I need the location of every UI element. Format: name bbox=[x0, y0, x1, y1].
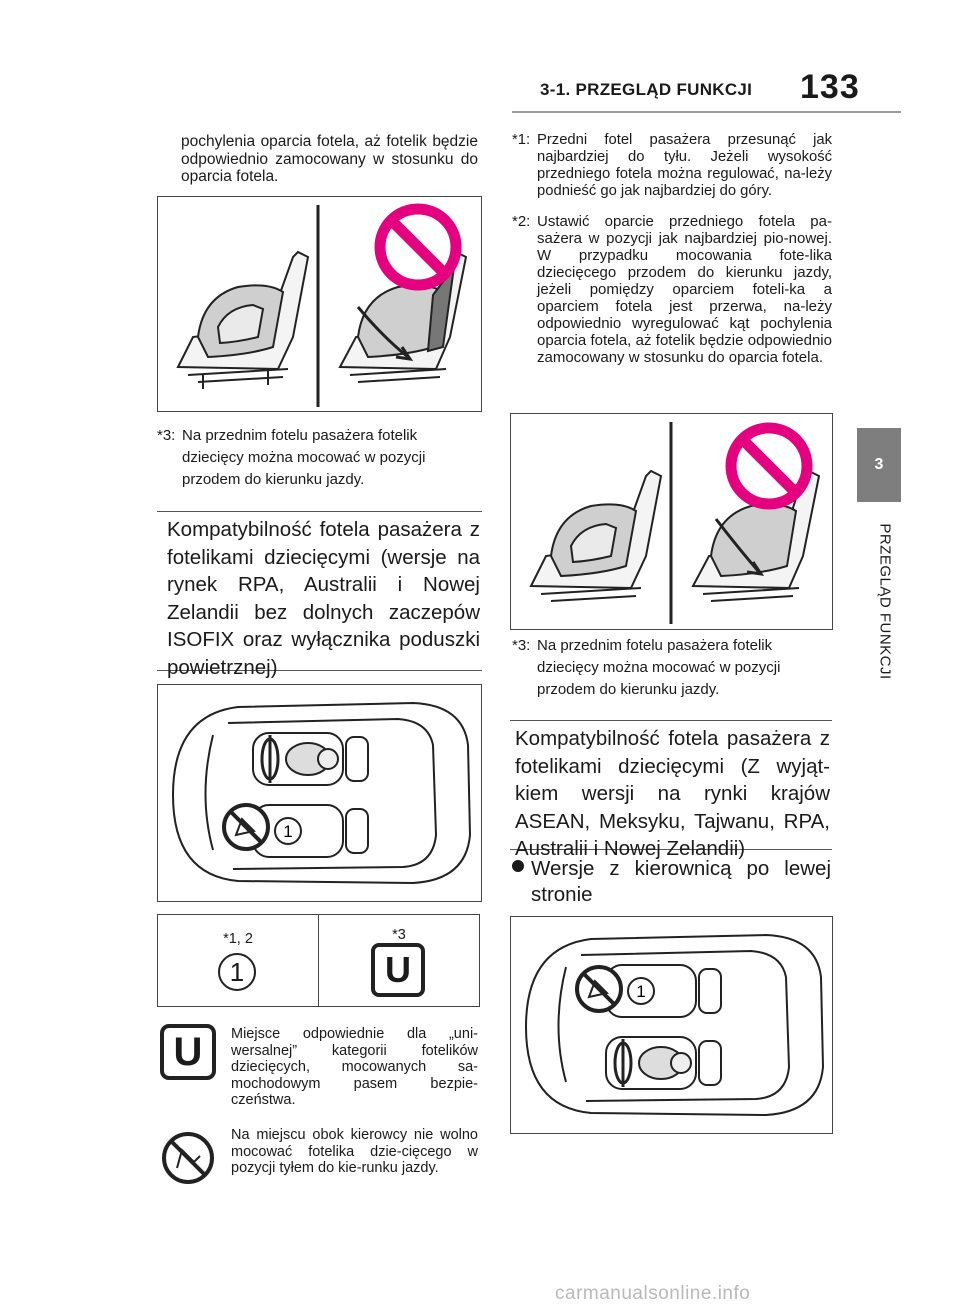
seat-figure-right bbox=[510, 413, 833, 630]
no-rear-facing-seat-icon bbox=[160, 1130, 216, 1186]
chapter-side-label: PRZEGLĄD FUNKCJI bbox=[876, 523, 894, 680]
seat-legend-table bbox=[157, 914, 480, 1007]
header-rule bbox=[512, 111, 901, 113]
universal-icon: U bbox=[160, 1024, 216, 1080]
prohibit-icon bbox=[731, 428, 807, 504]
watermark: carmanualsonline.info bbox=[555, 1283, 751, 1304]
right-compat-heading: Kompatybilność fotela pasażera z fotelikami dziecięcymi (Z wyjąt-kiem wersji na rynki krajów ASEAN, Meksyku, Tajwanu, RPA, Australii i Nowej Zelandii) bbox=[510, 720, 832, 850]
seat-number: 1 bbox=[283, 822, 293, 841]
left-compat-heading: Kompatybilność fotela pasażera z fotelikami dziecięcymi (wersje na rynek RPA, Australii i Nowej Zelandii bez dolnych zaczepów ISOFIX oraz wyłącznika poduszki powietrznej) bbox=[157, 511, 482, 671]
intro-text: pochylenia oparcia fotela, aż fotelik będzie odpowiednio zamocowany w stosunku do oparcia fotela. bbox=[181, 133, 478, 186]
seat-illustration bbox=[158, 197, 481, 411]
page-number: 133 bbox=[800, 68, 860, 106]
universal-description: Miejsce odpowiednie dla „uni-wersalnej” kategorii fotelików dziecięcych, mocowanych sa-mochodowym pasem bezpie-czeństwa. bbox=[231, 1026, 478, 1108]
bullet-dot bbox=[512, 860, 524, 872]
chapter-tab[interactable]: 3 bbox=[857, 428, 901, 502]
legend-col-2-mark: *3 bbox=[392, 927, 406, 943]
right-note-3: *3: Na przednim fotelu pasażera fotelik dziecięcy można mocować w pozycji przodem do kierunku jazdy. bbox=[512, 637, 781, 698]
seat-number: 1 bbox=[636, 982, 646, 1001]
car-figure-right bbox=[510, 916, 833, 1134]
legend-col-1-mark: *1, 2 bbox=[223, 931, 253, 947]
car-figure-left bbox=[157, 684, 482, 902]
prohibit-icon bbox=[380, 209, 456, 285]
legend-col-2-value: U bbox=[371, 943, 425, 997]
no-rear-facing-icon bbox=[577, 967, 621, 1011]
no-rear-facing-icon bbox=[224, 805, 268, 849]
legend-col-1 bbox=[158, 915, 318, 1006]
seat-figure-left bbox=[157, 196, 482, 412]
legend-col-1-value: 1 bbox=[218, 953, 256, 991]
legend-col-2 bbox=[318, 915, 479, 1006]
no-rear-facing-description: Na miejscu obok kierowcy nie wolno mocować fotelika dzie-cięcego w pozycji tyłem do kie-runku jazdy. bbox=[231, 1127, 478, 1176]
left-note-3: *3: Na przednim fotelu pasażera fotelik dziecięcy można mocować w pozycji przodem do kierunku jazdy. bbox=[157, 427, 426, 488]
section-title: 3-1. PRZEGLĄD FUNKCJI bbox=[540, 80, 753, 99]
